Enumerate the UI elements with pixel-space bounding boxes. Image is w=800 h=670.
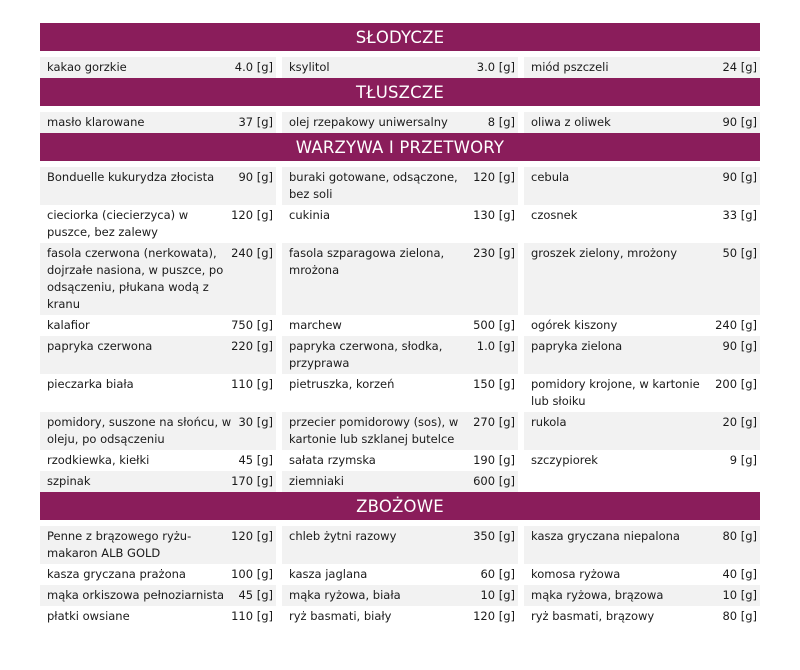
list-item [40, 471, 276, 492]
list-item [282, 205, 518, 243]
item-quantity: 1.0 [g] [476, 339, 515, 353]
list-item [282, 243, 518, 315]
list-item [524, 585, 760, 606]
list-item [524, 374, 760, 412]
list-item [524, 315, 760, 336]
list-item [282, 336, 518, 374]
list-item [524, 526, 760, 564]
item-name: marchew [289, 318, 342, 332]
item-quantity: 60 [g] [480, 567, 515, 581]
list-item [40, 112, 276, 133]
list-item [524, 606, 760, 627]
item-name: buraki gotowane, odsączone, bez soli [289, 170, 458, 201]
item-quantity: 20 [g] [722, 415, 757, 429]
item-name: mąka ryżowa, brązowa [531, 588, 664, 602]
list-item [40, 315, 276, 336]
item-name: ziemniaki [289, 474, 344, 488]
item-name: Penne z brązowego ryżu- makaron ALB GOLD [47, 529, 192, 560]
item-quantity: 8 [g] [487, 115, 515, 129]
item-quantity: 100 [g] [231, 567, 273, 581]
item-quantity: 240 [g] [715, 318, 757, 332]
item-quantity: 110 [g] [231, 377, 273, 391]
item-quantity: 40 [g] [722, 567, 757, 581]
item-quantity: 350 [g] [473, 529, 515, 543]
section-header: TŁUSZCZE [40, 78, 760, 106]
list-item [282, 374, 518, 412]
list-item [40, 374, 276, 412]
list-item [282, 112, 518, 133]
list-item [524, 167, 760, 205]
item-quantity: 600 [g] [473, 474, 515, 488]
item-quantity: 3.0 [g] [476, 60, 515, 74]
item-name: ogórek kiszony [531, 318, 618, 332]
item-quantity: 50 [g] [722, 246, 757, 260]
item-quantity: 150 [g] [473, 377, 515, 391]
item-quantity: 80 [g] [722, 529, 757, 543]
list-item [524, 205, 760, 243]
section-grid [40, 112, 760, 133]
list-item [40, 167, 276, 205]
item-name: Bonduelle kukurydza złocista [47, 170, 215, 184]
item-name: ryż basmati, brązowy [531, 609, 655, 623]
item-quantity: 190 [g] [473, 453, 515, 467]
item-name: czosnek [531, 208, 578, 222]
item-quantity: 10 [g] [722, 588, 757, 602]
item-quantity: 90 [g] [722, 115, 757, 129]
list-item [282, 526, 518, 564]
item-name: miód pszczeli [531, 60, 609, 74]
item-quantity: 90 [g] [722, 170, 757, 184]
item-name: kasza gryczana niepalona [531, 529, 680, 543]
item-name: cieciorka (ciecierzyca) w puszce, bez zalewy [47, 208, 189, 239]
list-item [40, 412, 276, 450]
item-quantity: 24 [g] [722, 60, 757, 74]
list-item [282, 57, 518, 78]
item-quantity: 170 [g] [231, 474, 273, 488]
item-name: ryż basmati, biały [289, 609, 392, 623]
item-name: cukinia [289, 208, 330, 222]
list-item [282, 585, 518, 606]
item-name: papryka czerwona, słodka, przyprawa [289, 339, 443, 370]
item-quantity: 10 [g] [480, 588, 515, 602]
item-name: rukola [531, 415, 567, 429]
item-quantity: 90 [g] [722, 339, 757, 353]
list-item [40, 526, 276, 564]
item-quantity: 230 [g] [473, 246, 515, 260]
item-name: papryka zielona [531, 339, 623, 353]
list-item [282, 471, 518, 492]
item-quantity: 90 [g] [238, 170, 273, 184]
item-name: pieczarka biała [47, 377, 134, 391]
list-item [524, 243, 760, 315]
list-item [40, 243, 276, 315]
list-item [524, 471, 760, 492]
item-name: kasza jaglana [289, 567, 368, 581]
item-quantity: 240 [g] [231, 246, 273, 260]
item-name: olej rzepakowy uniwersalny [289, 115, 448, 129]
item-name: sałata rzymska [289, 453, 376, 467]
item-name: mąka ryżowa, biała [289, 588, 401, 602]
item-quantity: 110 [g] [231, 609, 273, 623]
item-name: szpinak [47, 474, 91, 488]
list-item [40, 564, 276, 585]
list-item [282, 564, 518, 585]
item-name: groszek zielony, mrożony [531, 246, 678, 260]
section-grid [40, 526, 760, 627]
item-quantity: 120 [g] [231, 208, 273, 222]
list-item [524, 564, 760, 585]
item-name: komosa ryżowa [531, 567, 621, 581]
list-item [282, 412, 518, 450]
item-name: płatki owsiane [47, 609, 130, 623]
item-name: szczypiorek [531, 453, 598, 467]
item-name: fasola czerwona (nerkowata), dojrzałe nasiona, w puszce, po odsączeniu, płukana wodą z kranu [47, 246, 224, 311]
item-name: fasola szparagowa zielona, mrożona [289, 246, 445, 277]
list-item [40, 450, 276, 471]
item-name: cebula [531, 170, 570, 184]
section-grid [40, 167, 760, 492]
item-name: chleb żytni razowy [289, 529, 397, 543]
list-item [40, 585, 276, 606]
list-item [524, 57, 760, 78]
item-quantity: 500 [g] [473, 318, 515, 332]
item-name: pietruszka, korzeń [289, 377, 395, 391]
list-item [524, 112, 760, 133]
item-name: ksylitol [289, 60, 330, 74]
item-quantity: 9 [g] [729, 453, 757, 467]
item-quantity: 120 [g] [231, 529, 273, 543]
section-header: SŁODYCZE [40, 23, 760, 51]
item-name: masło klarowane [47, 115, 145, 129]
item-name: mąka orkiszowa pełnoziarnista [47, 588, 225, 602]
item-quantity: 45 [g] [238, 453, 273, 467]
item-quantity: 33 [g] [722, 208, 757, 222]
list-item [524, 412, 760, 450]
item-name: papryka czerwona [47, 339, 153, 353]
section-header: ZBOŻOWE [40, 492, 760, 520]
item-quantity: 270 [g] [473, 415, 515, 429]
list-item [40, 336, 276, 374]
item-quantity: 130 [g] [473, 208, 515, 222]
item-name: rzodkiewka, kiełki [47, 453, 150, 467]
item-quantity: 200 [g] [715, 377, 757, 391]
item-quantity: 45 [g] [238, 588, 273, 602]
item-quantity: 120 [g] [473, 609, 515, 623]
item-quantity: 750 [g] [231, 318, 273, 332]
item-name: kalafior [47, 318, 90, 332]
item-name: pomidory, suszone na słońcu, w oleju, po odsączeniu [47, 415, 232, 446]
item-quantity: 220 [g] [231, 339, 273, 353]
shopping-list [40, 23, 760, 627]
list-item [40, 205, 276, 243]
list-item [282, 167, 518, 205]
item-name: pomidory krojone, w kartonie lub słoiku [531, 377, 700, 408]
item-name: przecier pomidorowy (sos), w kartonie lub szklanej butelce [289, 415, 459, 446]
item-quantity: 80 [g] [722, 609, 757, 623]
list-item [40, 57, 276, 78]
item-quantity: 120 [g] [473, 170, 515, 184]
item-name: kasza gryczana prażona [47, 567, 186, 581]
item-name: kakao gorzkie [47, 60, 127, 74]
section-grid [40, 57, 760, 78]
list-item [524, 450, 760, 471]
item-quantity: 30 [g] [238, 415, 273, 429]
list-item [40, 606, 276, 627]
item-name: oliwa z oliwek [531, 115, 611, 129]
item-quantity: 4.0 [g] [234, 60, 273, 74]
item-quantity: 37 [g] [238, 115, 273, 129]
list-item [282, 450, 518, 471]
list-item [524, 336, 760, 374]
list-item [282, 315, 518, 336]
list-item [282, 606, 518, 627]
section-header: WARZYWA I PRZETWORY [40, 133, 760, 161]
